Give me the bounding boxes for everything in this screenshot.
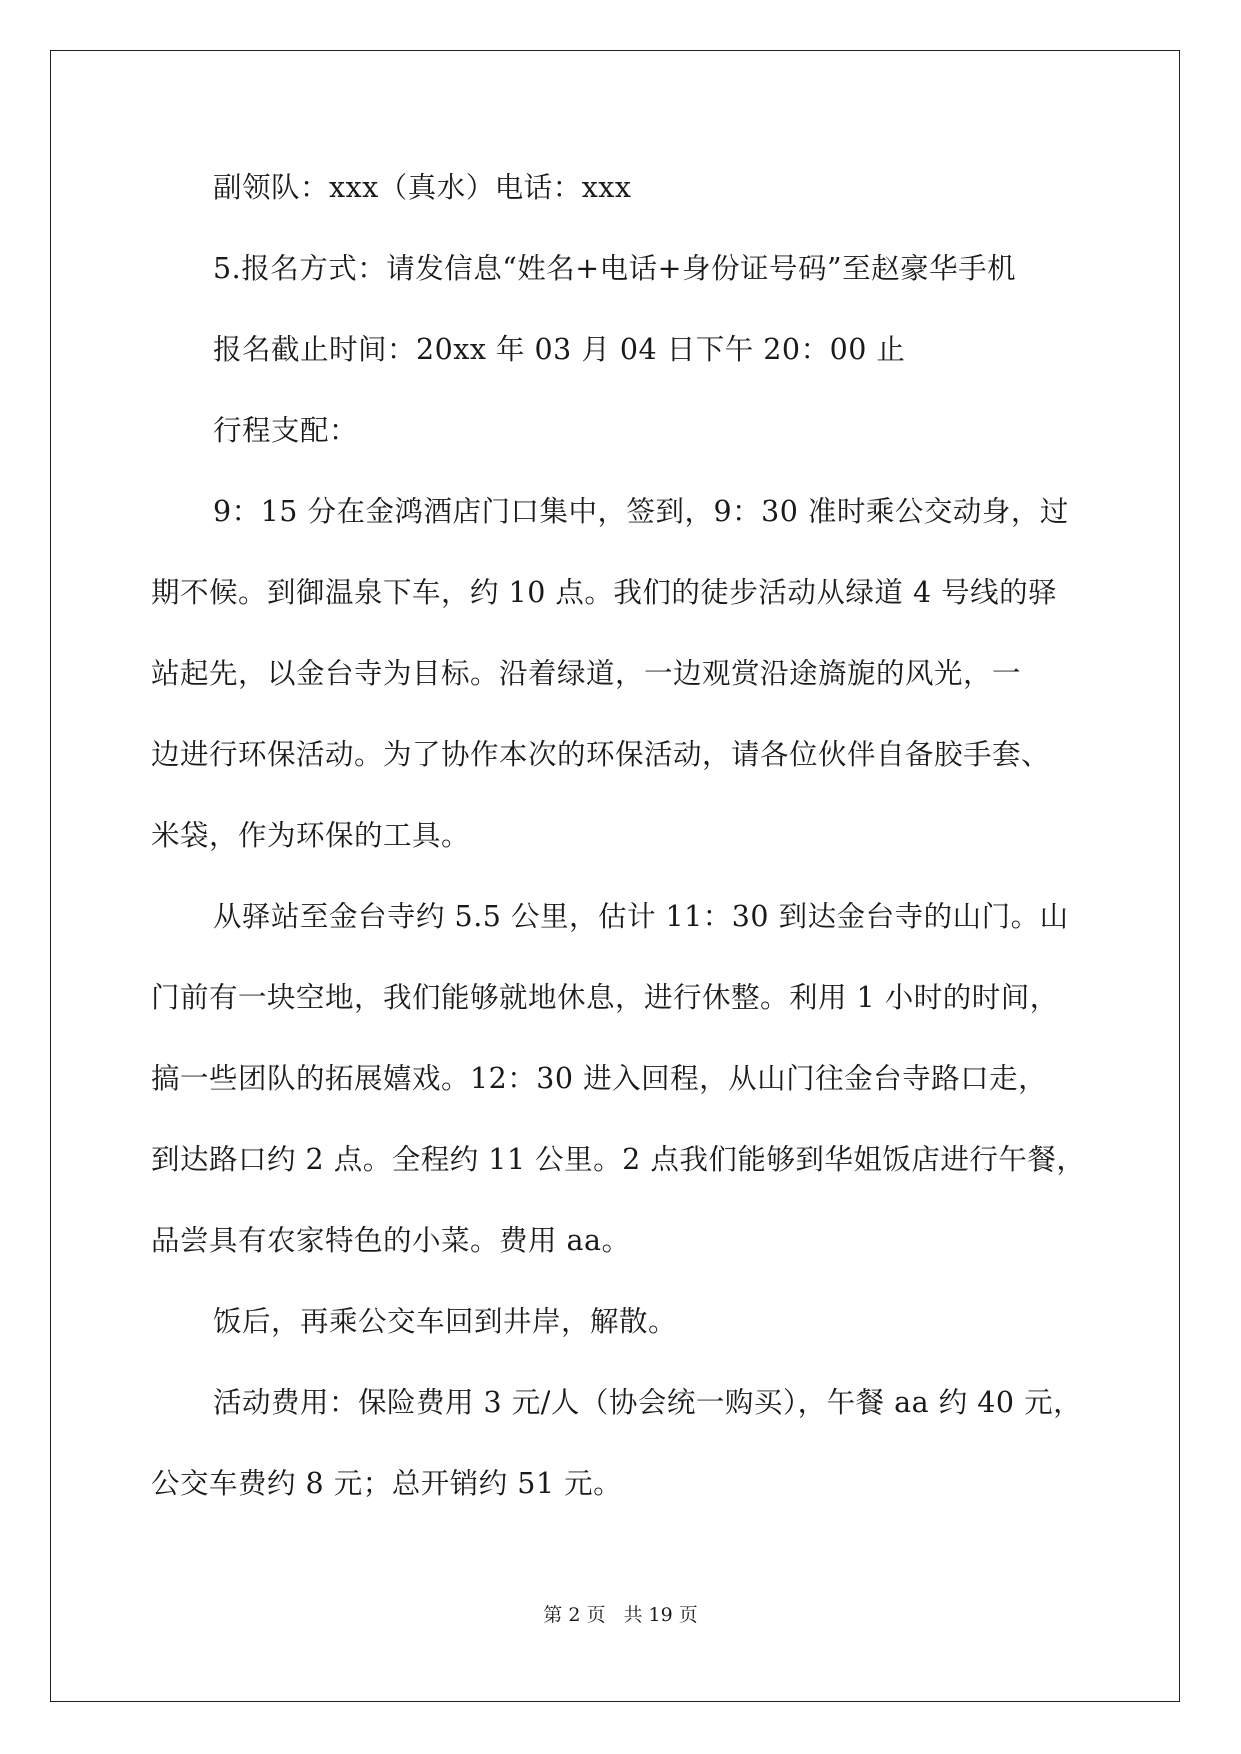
page-number: 第 2 页 (543, 1604, 606, 1626)
page-footer (0, 1603, 1241, 1627)
paragraph-line: 副领队：xxx（真水）电话：xxx (213, 171, 632, 204)
paragraph-line: 门前有一块空地，我们能够就地休息，进行休整。利用 1 小时的时间， (151, 981, 1059, 1014)
page-total: 共 19 页 (623, 1604, 698, 1626)
paragraph-line: 9：15 分在金鸿酒店门口集中，签到，9：30 准时乘公交动身，过 (213, 495, 1069, 528)
paragraph-line: 5.报名方式：请发信息“姓名+电话+身份证号码”至赵豪华手机 (213, 252, 1017, 285)
paragraph-line: 从驿站至金台寺约 5.5 公里，估计 11：30 到达金台寺的山门。山 (213, 900, 1069, 933)
paragraph-line: 行程支配： (213, 414, 359, 447)
paragraph-line: 搞一些团队的拓展嬉戏。12：30 进入回程，从山门往金台寺路口走， (151, 1062, 1048, 1095)
paragraph-line: 公交车费约 8 元；总开销约 51 元。 (151, 1467, 623, 1500)
paragraph-line: 米袋，作为环保的工具。 (151, 819, 471, 852)
paragraph-line: 站起先，以金台寺为目标。沿着绿道，一边观赏沿途旖旎的风光，一 (151, 657, 1022, 690)
paragraph-line: 到达路口约 2 点。全程约 11 公里。2 点我们能够到华姐饭店进行午餐， (151, 1143, 1086, 1176)
paragraph-line: 活动费用：保险费用 3 元/人（协会统一购买），午餐 aa 约 40 元， (213, 1386, 1083, 1419)
page-border (50, 50, 1180, 1702)
paragraph-line: 期不候。到御温泉下车，约 10 点。我们的徒步活动从绿道 4 号线的驿 (151, 576, 1058, 609)
paragraph-line: 报名截止时间：20xx 年 03 月 04 日下午 20：00 止 (213, 333, 906, 366)
paragraph-line: 边进行环保活动。为了协作本次的环保活动，请各位伙伴自备胶手套、 (151, 738, 1051, 771)
paragraph-line: 品尝具有农家特色的小菜。费用 aa。 (151, 1224, 631, 1257)
paragraph-line: 饭后，再乘公交车回到井岸，解散。 (213, 1305, 678, 1338)
